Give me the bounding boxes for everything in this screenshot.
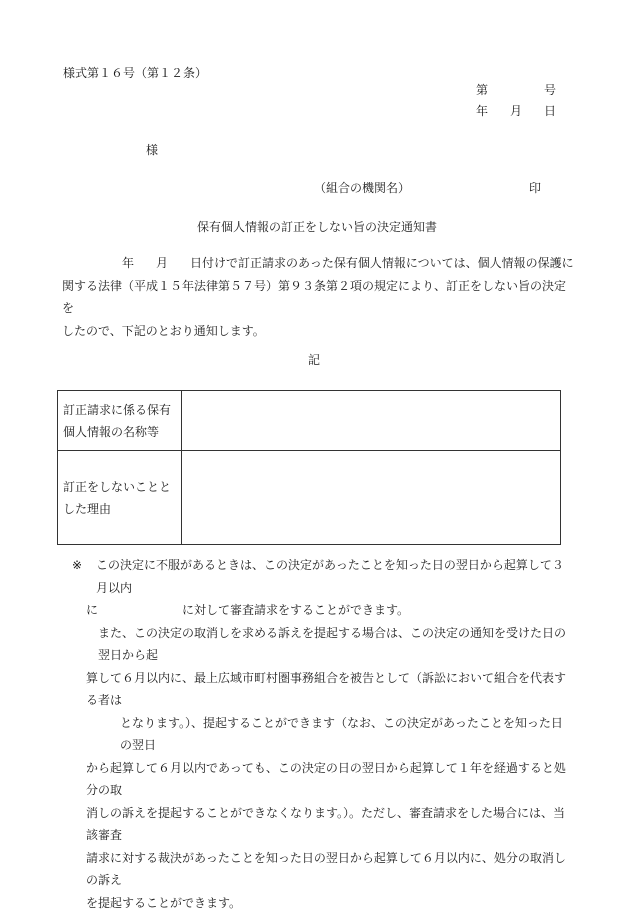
seal-mark: 印 (529, 182, 541, 194)
sender-org-name: （組合の機関名） (314, 182, 410, 194)
table-row (58, 391, 561, 451)
row1-label (58, 391, 182, 451)
note-p2-line2: 算して６月以内に、最上広域市町村圏事務組合を被告として（訴訟において組合を代表する者は (62, 667, 572, 712)
date-day-label: 日 (544, 105, 556, 117)
form-number: 様式第１６号（第１２条） (63, 67, 207, 79)
note-p2-line1: また、この決定の取消しを求める訴えを提起する場合は、この決定の通知を受けた日の翌日から起 (62, 622, 572, 667)
note-p1-line1: この決定に不服があるときは、この決定があったことを知った日の翌日から起算して３月以内 (96, 554, 572, 599)
note-p2-line7: を提起することができます。 (62, 892, 572, 914)
row1-value-field[interactable] (182, 391, 561, 451)
body-paragraph (62, 252, 568, 342)
note-p2-line5: 消しの訴えを提起することができなくなります。）。ただし、審査請求をした場合には、当該審査 (62, 802, 572, 847)
doc-number-suffix: 号 (544, 84, 556, 96)
addressee-honorific: 様 (146, 144, 158, 156)
table-row (58, 451, 561, 545)
row2-label-line2: した理由 (63, 498, 181, 520)
body-date-month: 月 (156, 257, 168, 269)
record-table (57, 390, 561, 545)
note-p1-line2-a: に (86, 603, 98, 617)
note-p1-line2 (62, 599, 572, 622)
body-date-year: 年 (122, 257, 134, 269)
date-month-label: 月 (510, 105, 522, 117)
body-line2: 関する法律（平成１５年法律第５７号）第９３条第２項の規定により、訂正をしない旨の決定を (62, 275, 568, 320)
note-p2-line4: から起算して６月以内であっても、この決定の日の翌日から起算して１年を経過すると処分の取 (62, 757, 572, 802)
note-p2-line6: 請求に対する裁決があったことを知った日の翌日から起算して６月以内に、処分の取消しの訴え (62, 847, 572, 892)
row1-label-line2: 個人情報の名称等 (63, 421, 181, 443)
row1-label-line1: 訂正請求に係る保有 (63, 399, 181, 421)
body-line1: 日付けで訂正請求のあった保有個人情報については、個人情報の保護に (190, 257, 574, 269)
note-first-line (62, 554, 572, 599)
row2-value-field[interactable] (182, 451, 561, 545)
notes-section (62, 554, 572, 914)
date-year-label: 年 (476, 105, 488, 117)
note-p2-line3: となります。）、提起することができます（なお、この決定があったことを知った日の翌日 (62, 712, 572, 757)
doc-number-prefix: 第 (476, 84, 488, 96)
ki-heading: 記 (308, 354, 320, 366)
document-title: 保有個人情報の訂正をしない旨の決定通知書 (197, 221, 437, 233)
note-p1-line2-b: に対して審査請求をすることができます。 (182, 603, 409, 617)
note-mark: ※ (62, 554, 96, 599)
body-line3: したので、下記のとおり通知します。 (62, 320, 568, 343)
row2-label (58, 451, 182, 545)
row2-label-line1: 訂正をしないことと (63, 476, 181, 498)
